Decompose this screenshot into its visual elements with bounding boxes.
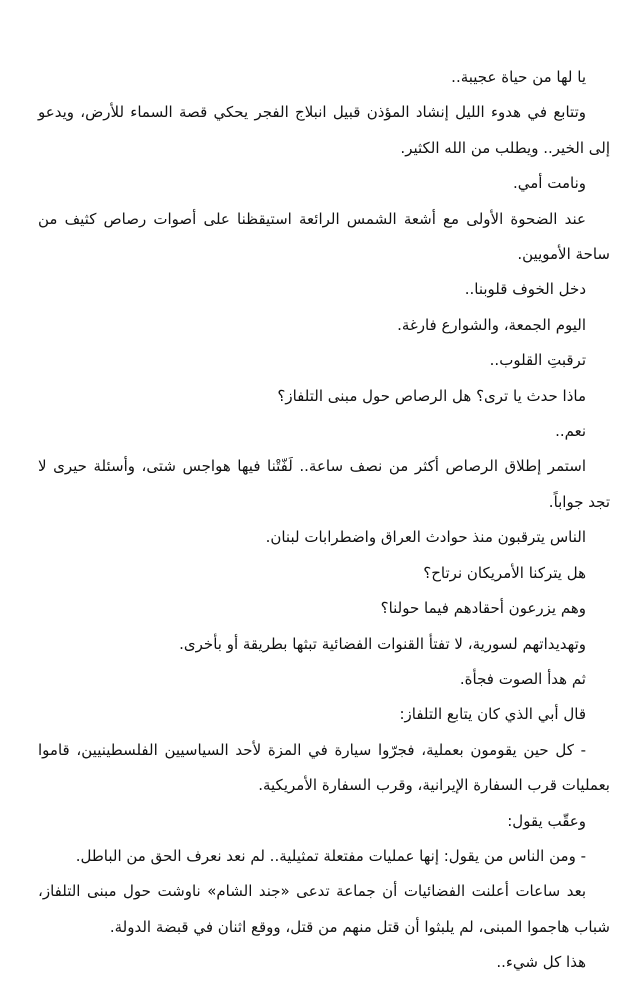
paragraph: اليوم الجمعة، والشوارع فارغة. xyxy=(397,315,586,334)
paragraph: الناس يترقبون منذ حوادث العراق واضطرابات لبنان. xyxy=(265,528,586,547)
paragraph: - ومن الناس من يقول: إنها عمليات مفتعلة تمثيلية.. لم نعد نعرف الحق من الباطل. xyxy=(75,846,586,865)
paragraph: ترقبتِ القلوب.. xyxy=(489,351,586,370)
paragraph: هذا كل شيء.. xyxy=(496,953,586,972)
paragraph: وعقّب يقول: xyxy=(507,811,586,830)
paragraph: يا لها من حياة عجيبة.. xyxy=(451,68,586,86)
paragraph: دخل الخوف قلوبنا.. xyxy=(464,280,586,299)
paragraph: وهم يزرعون أحقادهم فيما حولنا؟ xyxy=(380,599,586,618)
paragraph: استمر إطلاق الرصاص أكثر من نصف ساعة.. لَفّتْنا فيها هواجس شتى، وأسئلة حيرى لا تجد جواباً. xyxy=(38,457,610,511)
paragraph: ونامت أمي. xyxy=(513,174,586,193)
paragraph: ثم هدأ الصوت فجأة. xyxy=(459,669,586,688)
paragraph: وتتابع في هدوء الليل إنشاد المؤذن قبيل انبلاج الفجر يحكي قصة السماء للأرض، ويدعو إلى الخير.. ويطلب من الله الكثير. xyxy=(38,103,610,157)
paragraph: - كل حين يقومون بعملية، فجرّوا سيارة في المزة لأحد السياسيين الفلسطينيين، قاموا بعمليات قرب السفارة الإيرانية، وقرب السفارة الأمريكية. xyxy=(38,740,610,795)
paragraph: هل يتركنا الأمريكان نرتاح؟ xyxy=(423,563,586,582)
paragraph: عند الضحوة الأولى مع أشعة الشمس الرائعة استيقظنا على أصوات رصاص كثيف من ساحة الأمويين. xyxy=(38,209,610,264)
paragraph: بعد ساعات أعلنت الفضائيات أن جماعة تدعى «جند الشام» ناوشت حول مبنى التلفاز، شباب هاجموا المبنى، لم يلبثوا أن قتل منهم من قتل، ووقع اثنان في قبضة الدولة. xyxy=(38,882,610,936)
paragraph: وتهديداتهم لسورية، لا تفتأ القنوات الفضائية تبثها بطريقة أو بأخرى. xyxy=(179,634,586,653)
paragraph: ماذا حدث يا ترى؟ هل الرصاص حول مبنى التلفاز؟ xyxy=(277,386,586,405)
document-body xyxy=(38,60,610,981)
paragraph: قال أبي الذي كان يتابع التلفاز: xyxy=(399,705,586,724)
paragraph: نعم.. xyxy=(555,422,586,441)
